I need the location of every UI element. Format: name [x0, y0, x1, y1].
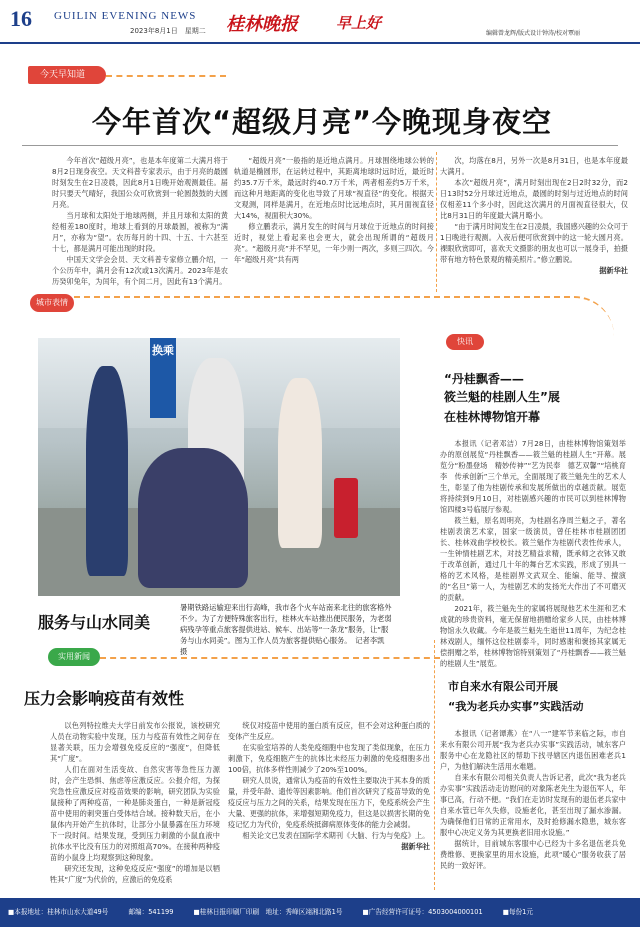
- woman-figure: [278, 378, 322, 548]
- news-source: 据新华社: [599, 266, 628, 275]
- water-body: [440, 728, 626, 871]
- section-tag-flash: 快讯: [446, 334, 484, 350]
- column-divider: [434, 640, 435, 890]
- paragraph: 在实验室培养的人类免疫细胞中也发现了类似现象，在压力刺激下，免疫细胞产生的抗体比未经压力刺激的免疫细胞多出100倍，抗体多样性则减少了20%至100%。: [228, 743, 430, 774]
- dashed-divider: [106, 75, 226, 77]
- section-logo: 早上好: [336, 14, 382, 32]
- paragraph: 本次“超级月亮”，满月时刻出现在2日2时32分，而2日13时52分月球过近地点，最圆的时刻与过近地点的时间仅相差11个多小时，因此这次满月的月面视直径很大，仅比8月31日的年度最大满月略小。: [440, 178, 628, 220]
- research-headline: 压力会影响疫苗有效性: [24, 689, 185, 708]
- footer-address: ■本报地址：桂林市山水大道49号: [8, 908, 109, 916]
- paragraph: 统仅对疫苗中使用的蛋白质有反应，但不会对这种蛋白质的变体产生反应。: [228, 721, 430, 741]
- paragraph: 本报讯（记者邓洁）7月28日，由桂林博物馆策划举办的原创展览“丹桂飘香——筱兰魁的桂剧人生”开幕。展览分“粉墨登场 精妙传神”“艺为民奉 德艺双馨”“培桃育李 传承创新”三个单元，全面展现了筱兰魁先生的艺术人生，彰显了他为桂剧传承和发展所做出的卓越贡献。展览将持续到9月10日，对桂剧感兴趣的市民可以到桂林博物馆四楼3号临展厅参观。: [440, 439, 626, 514]
- issue-date: 2023年8月1日 星期二: [130, 27, 206, 35]
- luggage-figure: [334, 478, 358, 538]
- paragraph: 当月球和太阳处于地球两侧，并且月球和太阳的黄经相差180度时，地球上看到的月球最圆，被称为“满月”，亦称为“望”。农历每月的十四、十五、十六甚至十七，都是满月可能出现的时段。: [52, 211, 228, 253]
- page-number: 16: [10, 6, 32, 31]
- lead-column-1: [52, 155, 228, 287]
- wheelchair-figure: [138, 448, 248, 588]
- paragraph: 相关论文已发表在国际学术期刊《大脑、行为与免疫》上。: [242, 831, 430, 840]
- flash-title-line3: 在桂林博物馆开幕: [444, 410, 541, 424]
- flash-body: [440, 438, 626, 669]
- column-divider: [436, 152, 437, 292]
- photo-caption: 暑期铁路运输迎来出行高峰，我市各个火车站南来北往的旅客格外不少。为了方便特殊旅客出行，桂林火车站推出便民服务，为老弱病残孕等重点旅客提供进站、候车、出站等“一条龙”服务，让“服务与山水同美”。图为工作人员为旅客提供贴心服务。 记者李凯 摄: [180, 603, 392, 656]
- lead-headline: 今年首次“超级月亮”今晚现身夜空: [91, 105, 553, 139]
- paragraph: 人们在面对生活变故、自然灾害等急性压力源时，会产生恐惧、焦虑等应激反应。公报介绍，为探究急性应激反应对疫苗效果的影响，研究团队为实验鼠接种了两种疫苗，一种是肺炎蛋白，一种是新冠疫苗中使用的刺突蛋白受体结合域。接种数天后，在小鼠体内开始产生抗体时，让部分小鼠暴露在压力环境下一段时间。结果发现，受到压力刺激的小鼠血液中抗体水平比没有压力的对照组高70%。在接种两种疫苗的小鼠身上均观察到这种现象。: [50, 765, 220, 862]
- news-source: 据新华社: [401, 842, 430, 851]
- section-tag-city: 城市表情: [30, 294, 74, 312]
- footer-price: ■每份1元: [502, 908, 533, 916]
- footer-postcode: 邮编：541199: [128, 908, 174, 916]
- dashed-divider: [100, 657, 440, 659]
- editor-credits: 编辑曾龙辉/版式设计钟涛/校对覃丽: [486, 30, 581, 37]
- transfer-sign: 换乘: [150, 338, 176, 418]
- research-column-1: [50, 720, 220, 885]
- lead-column-2: [234, 155, 434, 265]
- dashed-curve-divider: [74, 296, 614, 336]
- paper-logo: 桂林晚报: [226, 14, 298, 35]
- research-column-2: [228, 720, 430, 852]
- footer-printer: ■桂林日报印刷厂印刷 地址：秀峰区翊湘北路1号: [193, 908, 343, 916]
- paragraph: “由于满月时间发生在2日凌晨，我国感兴趣的公众可于1日晚进行观测。入夜后便可欣赏到中的这一轮大圆月亮。裸眼欣赏即可，喜欢天文摄影的朋友也可以一展身手，拍摄带有地方特色景观的精美照片。”修立鹏说。: [440, 222, 629, 264]
- flash-title-line1: “丹桂飘香——: [444, 372, 524, 386]
- staff-figure: [86, 366, 128, 576]
- lead-column-3: [440, 155, 628, 276]
- paragraph: 自来水有限公司相关负责人告诉记者，此次“我为老兵办实事”实践活动走访慰问的对象陈老先生为退伍军人，年事已高，行动不便。“我们在走访时发现有的退伍老兵家中自来水管已年久失修，设施老化，甚至出现了漏水渗漏。为确保他们日常的正常用水，及时抢修漏水隐患，城东客服中心决定义务为其更换老旧用水设施。”: [440, 773, 626, 837]
- paragraph: 以色列特拉维夫大学日前发布公报说，该校研究人员在动物实验中发现，压力与疫苗有效性之间存在显著关联，压力会增强免疫反应的“强度”，但降低其“广度”。: [50, 721, 220, 763]
- paragraph: 研究还发现，这种免疫反应“强度”的增加是以牺牲其“广度”为代价的，应激后的免疫系: [50, 864, 220, 884]
- page-header: [0, 0, 640, 44]
- page-footer: [0, 898, 640, 927]
- paragraph: 筱兰魁，原名周明亮，为桂剧名净周兰魁之子，著名桂剧表演艺术家，国家一级演员，曾任桂林市桂剧团团长、桂林戏曲学校校长。筱兰魁作为桂剧代表性传承人，一生钟情桂剧艺术，对技艺精益求精，既承师之衣钵又敢于改革创新，通过几十年的舞台艺术实践，形成了别具一格的艺术风格，是桂剧界文武双全、能编、能导、擅演的“名旦”第一人，为桂剧艺术的发扬光大作出了不可磨灭的贡献。: [440, 516, 626, 602]
- paragraph: 本报讯（记者谭燕）在“八一”建军节来临之际，市自来水有限公司开展“我为老兵办实事”实践活动，城东客户服务中心在龙隐社区的帮助下找寻辖区内退伍困难老兵1户，为他们解决生活用水难题。: [440, 729, 626, 771]
- section-tag-practical: 实用新闻: [48, 648, 100, 666]
- paragraph: 研究人员说，通常认为疫苗的有效性主要取决于其本身的质量，并受年龄、遗传等因素影响。他们首次研究了疫苗导致的免疫反应与压力之间的关系，结果发现在压力下，免疫系统会产生大量、更强的抗体，来增强短期免疫力，但这是以损害长期的免疫记忆力为代价，免疫系统抵御病原体变体的能力会减弱。: [228, 776, 430, 829]
- city-headline: 服务与山水同美: [38, 613, 151, 632]
- paragraph: 据统计，目前城东客服中心已经为十多名退伍老兵免费维修、更换家里的用水设施，此项“暖心”服务收获了居民的一致好评。: [440, 839, 626, 870]
- paragraph: 次，均落在8月，另外一次是8月31日，也是本年度最大满月。: [440, 156, 628, 176]
- paragraph: 修立鹏表示，满月发生的时间与月球位于近地点的时间接近时，视觉上看起来也会更大，就会出现所谓的“超级月亮”。“超级月亮”并不罕见，一年少则一两次，多则三四次。今年“超级月亮”共有两: [234, 222, 434, 264]
- section-tag-today: 今天早知道: [28, 66, 106, 84]
- flash-title-line2: 筱兰魁的桂剧人生”展: [444, 390, 560, 404]
- station-photo: [38, 338, 400, 596]
- headline-rule: [22, 145, 618, 146]
- paper-name-english: GUILIN EVENING NEWS: [54, 10, 197, 22]
- footer-ad-license: ■广告经营许可证号：4503004000101: [362, 908, 483, 916]
- paragraph: “超级月亮”一般指的是近地点满月。月球围绕地球公转的轨道是椭圆形，在运转过程中，其距离地球时远时近，最近时约35.7万千米，最远时约40.7万千米，两者相差约5万千米，而这种月地距离的变化也导致了月球“视直径”的变化。根据天文观测，同样是满月，在近地点时比远地点时，其月面视直径大14%，视面积大30%。: [234, 156, 434, 220]
- water-title-line1: 市自来水有限公司开展: [448, 680, 558, 693]
- paragraph: 今年首次“超级月亮”，也是本年度第二大满月将于8月2日现身夜空。天文科普专家表示，由于月亮的最圆时刻发生在2日凌晨，因此8月1日晚开始观测最佳。届时只要天气晴好，我国公众可欣赏到一轮圆鼓鼓的大圆月亮。: [52, 156, 228, 209]
- water-title-line2: “我为老兵办实事”实践活动: [448, 700, 584, 713]
- paragraph: 2021年，筱兰魁先生的家属将展现他艺术生涯和艺术成就的珍贵资料，毫无保留地捐赠给家乡人民，由桂林博物馆永久收藏。今年是筱兰魁先生逝世11周年，为纪念桂林戏剧人，缅怀这位桂剧泰斗，同时感谢和褒扬其家属无偿捐赠之举，桂林博物馆特别策划了“丹桂飘香——筱兰魁的桂剧人生”展览。: [440, 604, 626, 668]
- paragraph: 中国天文学会会员、天文科普专家修立鹏介绍，一个公历年中，满月会有12次或13次满月。2023年是农历癸卯兔年，为闰年，有个闰二月，因此有13个满月。: [52, 255, 228, 286]
